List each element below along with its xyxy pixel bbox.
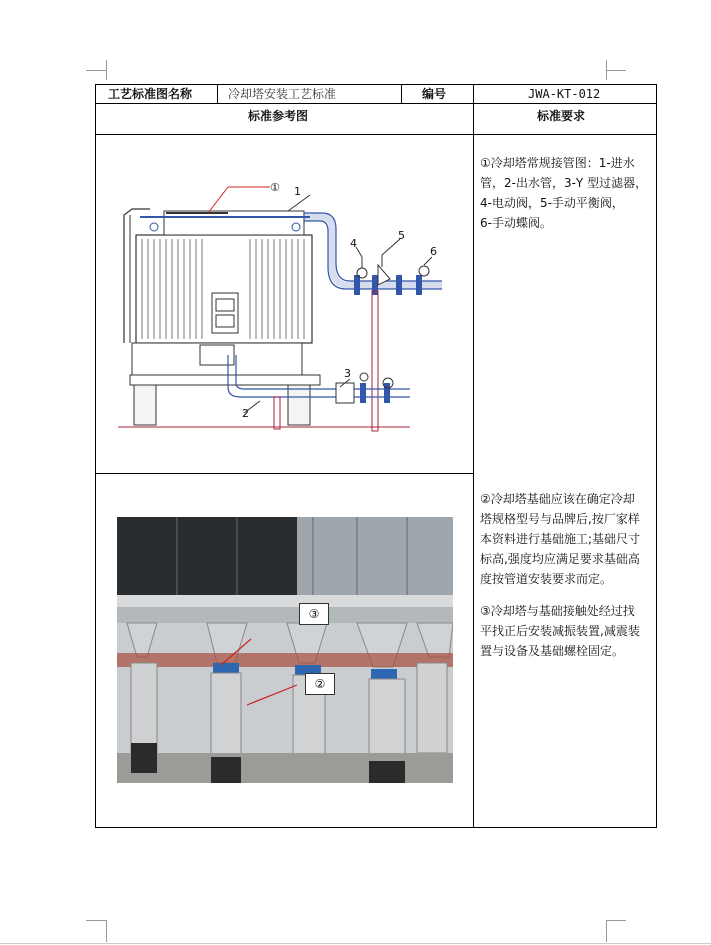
reference-figure-heading: 标准参考图 — [248, 109, 309, 123]
requirement-item-2 — [480, 489, 656, 589]
requirement-line: 管，2-出水管，3-Y 型过滤器， — [480, 176, 648, 190]
requirement-line: 本资料进行基础施工;基础尺寸 — [480, 532, 641, 546]
requirement-line: 塔规格型号与品牌后,按厂家样 — [480, 512, 640, 526]
photo-callout: ③ — [299, 603, 329, 625]
crop-mark — [606, 920, 626, 921]
requirement-item-1 — [480, 153, 656, 233]
diagram-label: 3 — [344, 367, 351, 380]
diagram-label: 5 — [398, 229, 405, 242]
crop-mark — [606, 60, 607, 80]
requirement-line: ②冷却塔基础应该在确定冷却 — [480, 492, 635, 506]
number-label: 编号 — [422, 87, 447, 101]
requirement-line: 标高,强度均应满足要求基础高 — [480, 552, 640, 566]
cooling-tower-piping-diagram — [110, 175, 460, 435]
requirement-line: 置与设备及基础螺栓固定。 — [480, 644, 625, 658]
number-value: JWA-KT-012 — [528, 87, 601, 101]
requirement-item-3 — [480, 601, 656, 661]
diagram-label: 2 — [242, 407, 249, 420]
crop-mark — [606, 70, 626, 71]
col-divider — [217, 84, 218, 103]
crop-mark — [106, 60, 107, 80]
requirement-line: 度按管道安装要求而定。 — [480, 572, 613, 586]
name-value: 冷却塔安装工艺标准 — [228, 87, 337, 101]
cooling-tower-foundation-photo — [117, 517, 453, 783]
diagram-label: 6 — [430, 245, 437, 258]
requirement-line: 4-电动阀，5-手动平衡阀， — [480, 196, 624, 210]
page-bottom-edge — [0, 943, 711, 944]
requirement-line: ①冷却塔常规接管图：1-进水 — [480, 156, 635, 170]
crop-mark — [86, 920, 106, 921]
photo-callout: ② — [305, 673, 335, 695]
row-divider — [95, 473, 473, 474]
requirement-line: 平找正后安装减振装置,减震装 — [480, 624, 640, 638]
col-divider — [401, 84, 402, 103]
diagram-label: ① — [270, 181, 280, 194]
row-divider — [95, 103, 657, 104]
crop-mark — [106, 920, 107, 942]
crop-mark — [606, 920, 607, 942]
name-label: 工艺标准图名称 — [108, 87, 193, 101]
row-divider — [95, 134, 657, 135]
requirement-line: 6-手动蝶阀。 — [480, 216, 552, 230]
crop-mark — [86, 70, 106, 71]
diagram-label: 4 — [350, 237, 357, 250]
diagram-label: 1 — [294, 185, 301, 198]
requirements-heading: 标准要求 — [537, 109, 586, 123]
col-divider — [473, 84, 474, 828]
requirement-line: ③冷却塔与基础接触处经过找 — [480, 604, 635, 618]
